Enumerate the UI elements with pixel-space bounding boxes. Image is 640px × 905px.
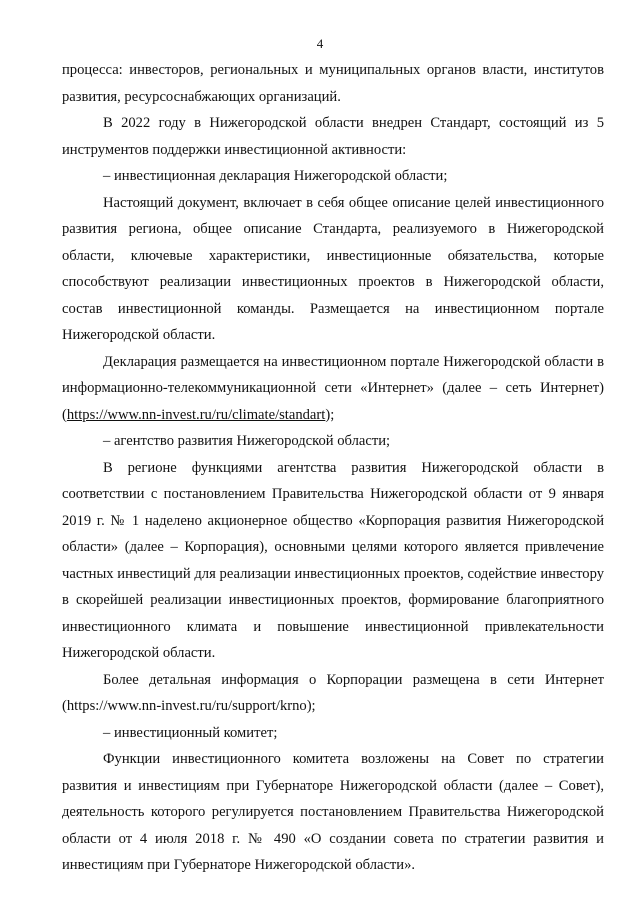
list-item-investment-declaration: – инвестиционная декларация Нижегородской области; <box>103 168 448 184</box>
paragraph-declaration-description: Настоящий документ, включает в себя общее описание целей инвестиционного развития региона, общее описание Стандарта, реализуемого в Нижегородской области, ключевые характеристики, инвестиционные обязательства, которые способствуют реализации инвестиционных проектов в Нижегородской области, состав инвестиционной команды. Размещается на инвестиционном портале Нижегородской области. <box>62 194 604 343</box>
paragraph-corporation-functions: В регионе функциями агентства развития Нижегородской области в соответствии с постановлением Правительства Нижегородской области от 9 января 2019 г. № 1 наделено акционерное общество «Корпорация развития Нижегородской области» (далее – Корпорация), основными целями которого является привлечение частных инвестиций для реализации инвестиционных проектов, содействие инвестору в скорейшей реализации инвестиционных проектов, формирование благоприятного инвестиционного климата и повышение инвестиционной привлекательности Нижегородской области. <box>62 459 604 661</box>
declaration-placement-text: Декларация размещается на инвестиционном портале Нижегородской области в информационно-телекоммуникационной сети «Интернет» (далее – сеть Интернет) ( <box>62 353 604 423</box>
page-number: 4 <box>316 36 324 51</box>
list-item-investment-committee: – инвестиционный комитет; <box>103 724 278 741</box>
paragraph-declaration-placement <box>62 349 604 429</box>
paragraph-process-participants: процесса: инвесторов, региональных и муниципальных органов власти, институтов развития, ресурсоснабжающих организаций. <box>62 62 604 105</box>
standart-link[interactable]: https://www.nn-invest.ru/ru/climate/standart <box>66 406 326 423</box>
list-item-development-agency: – агентство развития Нижегородской области; <box>103 433 391 449</box>
paragraph-corporation-info: Более детальная информация о Корпорации размещена в сети Интернет (https://www.nn-invest.ru/ru/support/krno); <box>62 671 604 714</box>
paragraph-standard-intro: В 2022 году в Нижегородской области внедрен Стандарт, состоящий из 5 инструментов поддержки инвестиционной активности: <box>62 115 604 158</box>
document-body <box>62 57 604 879</box>
declaration-placement-tail: ); <box>325 406 335 423</box>
paragraph-committee-functions: Функции инвестиционного комитета возложены на Совет по стратегии развития и инвестициям при Губернаторе Нижегородской области (далее – Совет), деятельность которого регулируется постановлением Правительства Нижегородской области от 4 июля 2018 г. № 490 «О создании совета по стратегии развития и инвестициям при Губернаторе Нижегородской области». <box>62 751 604 873</box>
